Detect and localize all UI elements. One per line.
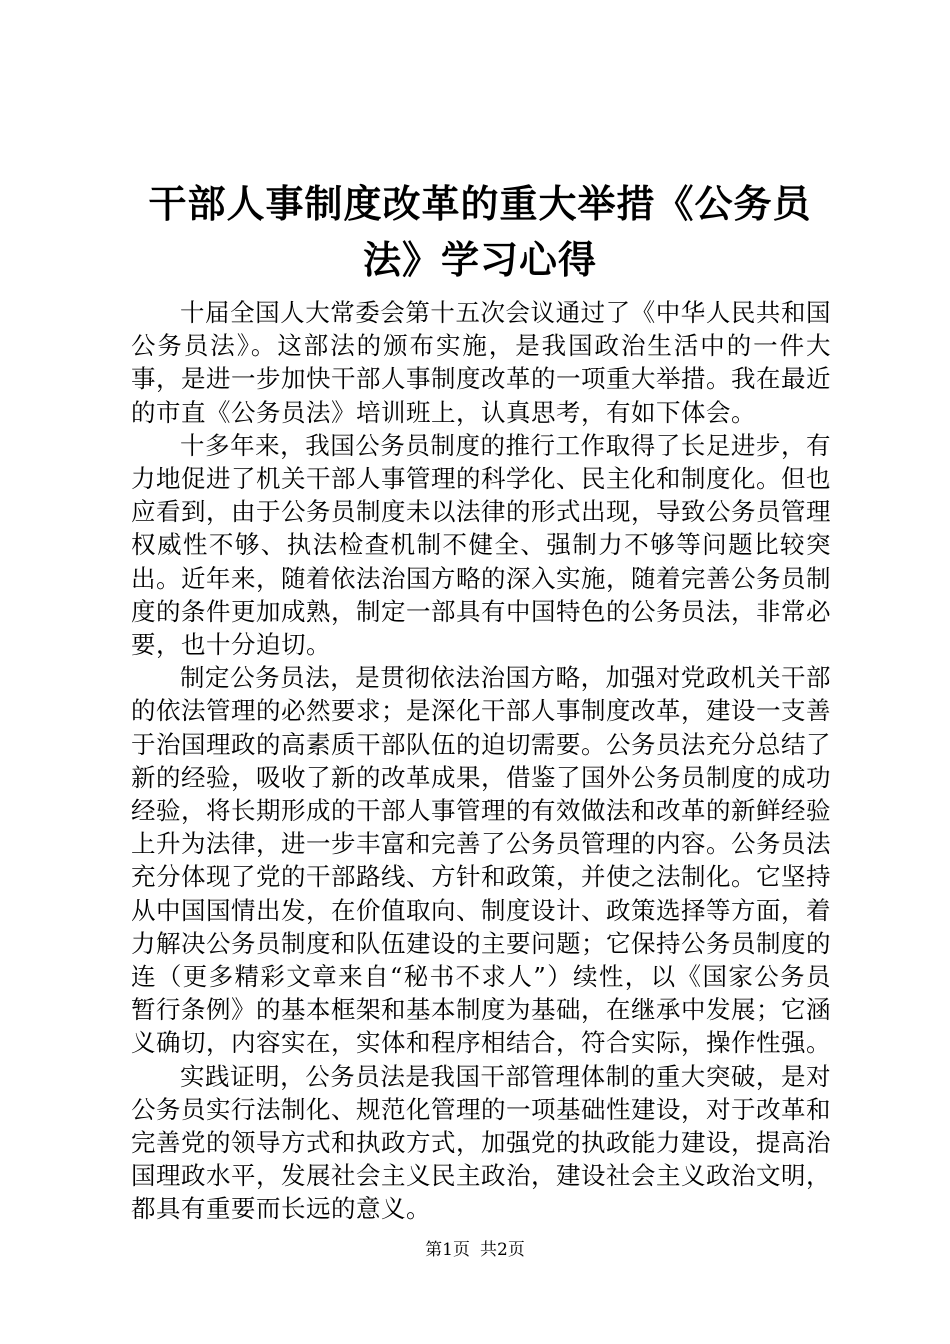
paragraph: 十届全国人大常委会第十五次会议通过了《中华人民共和国公务员法》。这部法的颁布实施，是我国政治生活中的一件大事，是进一步加快干部人事制度改革的一项重大举措。我在最近的市直《公务员法》培训班上，认真思考，有如下体会。 [131,298,831,427]
document-body [131,296,831,1226]
page-number: 第1页 [425,1240,470,1260]
paragraph: 实践证明，公务员法是我国干部管理体制的重大突破，是对公务员实行法制化、规范化管理的一项基础性建设，对于改革和完善党的领导方式和执政方式，加强党的执政能力建设，提高治国理政水平，发展社会主义民主政治，建设社会主义政治文明，都具有重要而长远的意义。 [131,1061,831,1224]
document-title: 干部人事制度改革的重大举措《公务员法》学习心得 [148,181,812,282]
paragraph: 制定公务员法，是贯彻依法治国方略，加强对党政机关干部的依法管理的必然要求；是深化干部人事制度改革，建设一支善于治国理政的高素质干部队伍的迫切需要。公务员法充分总结了新的经验，吸收了新的改革成果，借鉴了国外公务员制度的成功经验，将长期形成的干部人事管理的有效做法和改革的新鲜经验上升为法律，进一步丰富和完善了公务员管理的内容。公务员法充分体现了党的干部路线、方针和政策，并使之法制化。它坚持从中国国情出发，在价值取向、制度设计、政策选择等方面，着力解决公务员制度和队伍建设的主要问题；它保持公务员制度的连（更多精彩文章来自“秘书不求人”）续性，以《国家公务员暂行条例》的基本框架和基本制度为基础，在继承中发展；它涵义确切，内容实在，实体和程序相结合，符合实际，操作性强。 [131,663,831,1058]
page-total: 共2页 [480,1240,525,1260]
page-footer [0,1238,950,1262]
paragraph: 十多年来，我国公务员制度的推行工作取得了长足进步，有力地促进了机关干部人事管理的科学化、民主化和制度化。但也应看到，由于公务员制度未以法律的形式出现，导致公务员管理权威性不够、执法检查机制不健全、强制力不够等问题比较突出。近年来，随着依法治国方略的深入实施，随着完善公务员制度的条件更加成熟，制定一部具有中国特色的公务员法，非常必要，也十分迫切。 [131,430,831,660]
